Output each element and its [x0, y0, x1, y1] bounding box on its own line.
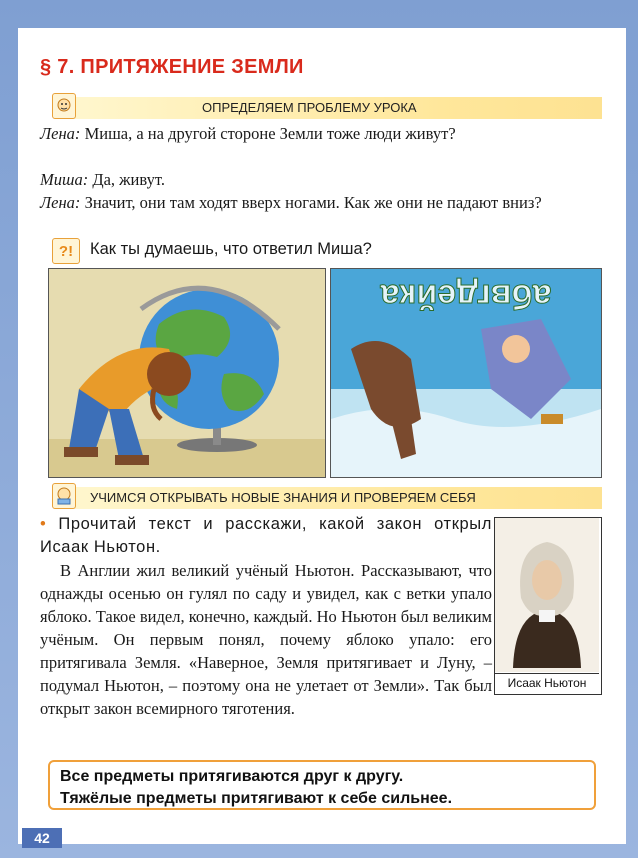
- speaker-misha: Миша:: [40, 170, 89, 189]
- learn-bar: [62, 487, 602, 509]
- thinking-face-icon: [52, 93, 76, 119]
- dialog-text-2: Да, живут.: [88, 170, 165, 189]
- question-exclaim-icon: ?!: [52, 238, 80, 264]
- rule-line-1: Все предметы притягиваются друг к другу.: [60, 768, 404, 785]
- problem-bar: [62, 97, 602, 119]
- dialog-line-2: [40, 168, 600, 191]
- newton-portrait: [494, 517, 602, 695]
- speaker-lena: Лена:: [40, 124, 81, 143]
- newton-story: В Англии жил великий учёный Ньютон. Рассказывают, что однажды осенью он гулял по саду и увидел, как с ветки упало яблоко. Такое видел, конечно, каждый. Но Ньютон был великим учёным. Он первым понял, почему яблоко упало: его притягивала Земля. «Наверное, Земля притягивает и Луну, – подумал Ньютон, – поэтому она не улетает от Земли». Так был открыт закон всемирного тяготения.: [40, 561, 492, 718]
- newton-caption: Исаак Ньютон: [495, 673, 599, 694]
- globe-girl-illustration: [48, 268, 326, 478]
- task-label: Прочитай текст и расскажи, какой закон открыл Исаак Ньютон.: [40, 515, 492, 556]
- bullet-icon: •: [40, 515, 47, 533]
- speaker-lena-2: Лена:: [40, 193, 81, 212]
- section-title: § 7. ПРИТЯЖЕНИЕ ЗЕМЛИ: [40, 56, 304, 78]
- dialog-text-1: Миша, а на другой стороне Земли тоже люди живут?: [80, 124, 456, 143]
- question-text: Как ты думаешь, что ответил Миша?: [90, 240, 372, 258]
- dialog-line-3: [40, 191, 600, 214]
- rule-box: [48, 760, 596, 810]
- dialog-line-1: [40, 122, 600, 145]
- learn-bar-label: УЧИМСЯ ОТКРЫВАТЬ НОВЫЕ ЗНАНИЯ И ПРОВЕРЯЕМ СЕБЯ: [90, 490, 476, 505]
- reading-face-icon: [52, 483, 76, 509]
- falling-man-illustration: [330, 268, 602, 478]
- problem-bar-label: ОПРЕДЕЛЯЕМ ПРОБЛЕМУ УРОКА: [202, 100, 417, 115]
- upside-down-word: абвгдейка: [380, 277, 552, 315]
- page-number: 42: [22, 828, 62, 848]
- task-text: [40, 513, 492, 559]
- dialog-text-3: Значит, они там ходят вверх ногами. Как же они не падают вниз?: [80, 193, 542, 212]
- newton-portrait-image: [495, 518, 599, 672]
- rule-line-2: Тяжёлые предметы притягивают к себе сильнее.: [60, 790, 453, 807]
